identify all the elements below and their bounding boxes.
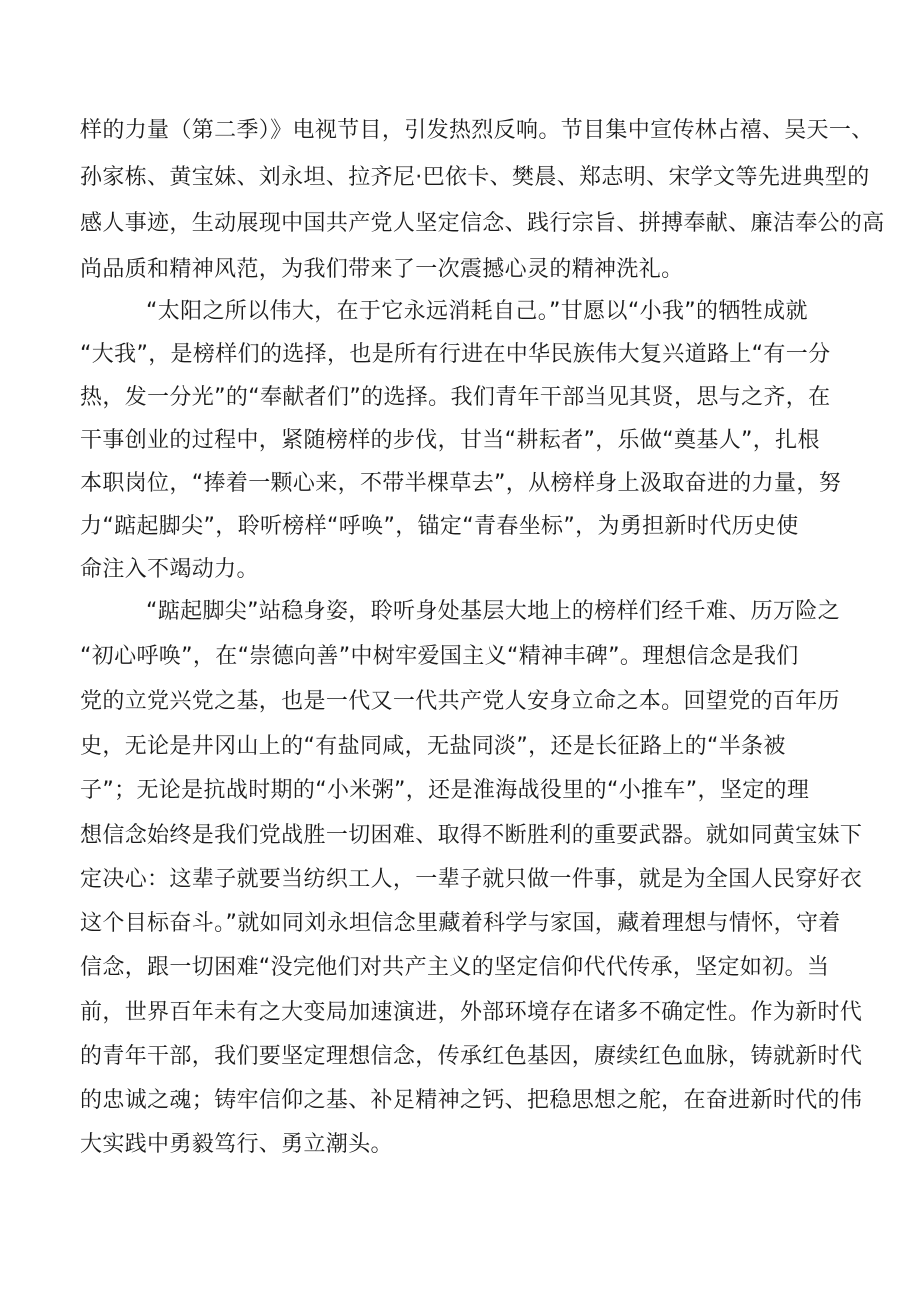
text-line: 尚品质和精神风范，为我们带来了一次震撼心灵的精神洗礼。 — [80, 257, 684, 282]
text-line: 子”；无论是抗战时期的“小米粥”，还是淮海战役里的“小推车”，坚定的理 — [80, 778, 810, 803]
text-line: 热，发一分光”的“奉献者们”的选择。我们青年干部当见其贤，思与之齐，在 — [80, 385, 831, 410]
text-line: “踮起脚尖”站稳身姿，聆听身处基层大地上的榜样们经千难、历万险之 — [146, 599, 840, 624]
text-line: 定决心：这辈子就要当纺织工人，一辈子就只做一件事，就是为全国人民穿好衣 — [80, 867, 863, 892]
text-line: “大我”，是榜样们的选择，也是所有行进在中华民族伟大复兴道路上“有一分 — [80, 342, 831, 367]
text-line: 力“踮起脚尖”，聆听榜样“呼唤”，锚定“青春坐标”，为勇担新时代历史使 — [80, 514, 799, 539]
text-line: 干事创业的过程中，紧随榜样的步伐，甘当“耕耘者”，乐做“奠基人”，扎根 — [80, 428, 820, 453]
text-line: 这个目标奋斗。”就如同刘永坦信念里藏着科学与家国，藏着理想与情怀，守着 — [80, 911, 841, 936]
text-line: 样的力量（第二季）》电视节目，引发热烈反响。节目集中宣传林占禧、吴天一、 — [80, 118, 874, 143]
text-line: 感人事迹，生动展现中国共产党人坚定信念、践行宗旨、拼搏奉献、廉洁奉公的高 — [80, 211, 885, 236]
text-line: “太阳之所以伟大，在于它永远消耗自己。”甘愿以“小我”的牺牲成就 — [146, 299, 808, 324]
text-line: 大实践中勇毅笃行、勇立潮头。 — [80, 1132, 393, 1157]
text-line: 本职岗位，“捧着一颗心来，不带半棵草去”，从榜样身上汲取奋进的力量，努 — [80, 471, 842, 496]
text-line: 的青年干部，我们要坚定理想信念，传承红色基因，赓续红色血脉，铸就新时代 — [80, 1044, 863, 1069]
text-line: 命注入不竭动力。 — [80, 557, 259, 582]
text-line: 信念，跟一切困难“没完他们对共产主义的坚定信仰代代传承，坚定如初。当 — [80, 955, 830, 980]
text-line: “初心呼唤”，在“崇德向善”中树牢爱国主义“精神丰碑”。理想信念是我们 — [80, 644, 799, 669]
text-line: 想信念始终是我们党战胜一切困难、取得不断胜利的重要武器。就如同黄宝妹下 — [80, 823, 863, 848]
text-line: 前，世界百年未有之大变局加速演进，外部环境存在诸多不确定性。作为新时代 — [80, 1000, 863, 1025]
text-line: 的忠诚之魂；铸牢信仰之基、补足精神之钙、把稳思想之舵，在奋进新时代的伟 — [80, 1088, 863, 1113]
text-line: 史，无论是井冈山上的“有盐同咸，无盐同淡”，还是长征路上的“半条被 — [80, 734, 786, 759]
text-line: 孙家栋、黄宝妹、刘永坦、拉齐尼·巴依卡、樊晨、郑志明、宋学文等先进典型的 — [80, 165, 870, 190]
text-line: 党的立党兴党之基，也是一代又一代共产党人安身立命之本。回望党的百年历 — [80, 689, 840, 714]
